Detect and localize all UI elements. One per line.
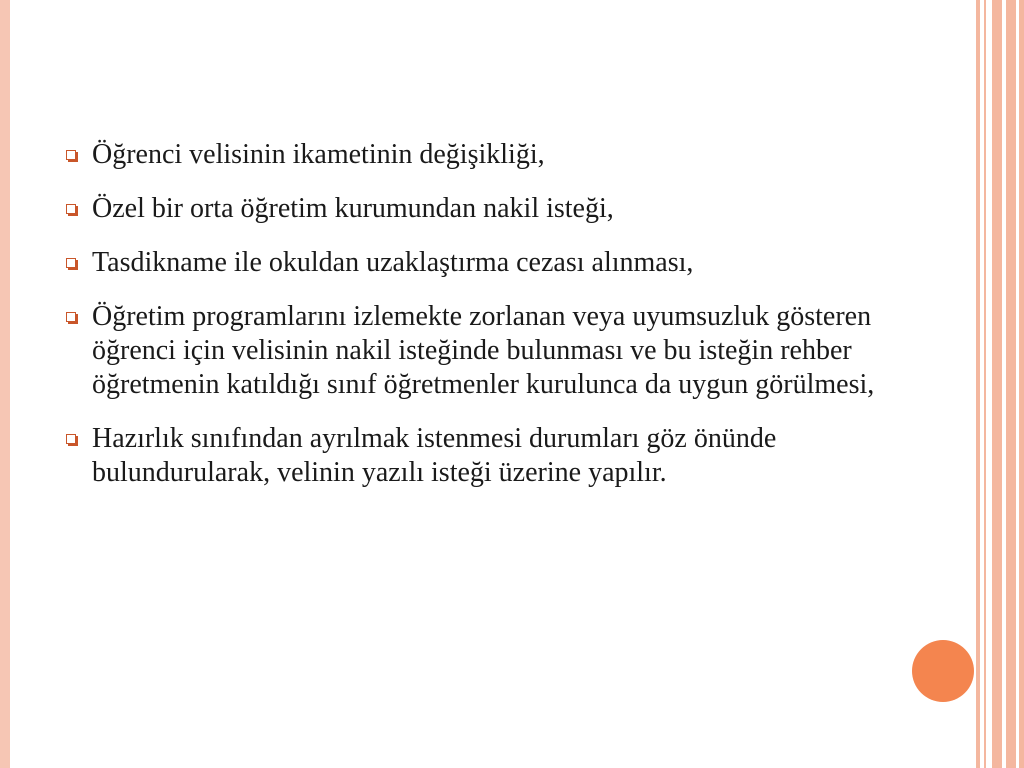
- square-bullet-icon: [66, 258, 76, 268]
- decorative-circle: [912, 640, 974, 702]
- square-bullet-icon: [66, 434, 76, 444]
- bullet-list: [62, 138, 882, 510]
- list-item: [62, 138, 882, 172]
- square-bullet-icon: [66, 150, 76, 160]
- list-item: [62, 192, 882, 226]
- left-border-decoration: [0, 0, 10, 768]
- right-stripe: [984, 0, 986, 768]
- square-bullet-icon: [66, 312, 76, 322]
- list-item: [62, 246, 882, 280]
- list-item: [62, 422, 882, 490]
- list-item: [62, 300, 882, 402]
- list-item-text: Öğretim programlarını izlemekte zorlanan veya uyumsuzluk gösteren öğrenci için velisinin nakil isteğinde bulunması ve bu isteğin rehber öğretmenin katıldığı sınıf öğretmenler kurulunca da uygun görülmesi,: [92, 301, 875, 400]
- square-bullet-icon: [66, 204, 76, 214]
- right-stripe: [1019, 0, 1024, 768]
- list-item-text: Öğrenci velisinin ikametinin değişikliği,: [92, 139, 545, 170]
- list-item-text: Tasdikname ile okuldan uzaklaştırma cezası alınması,: [92, 247, 694, 278]
- right-stripe: [992, 0, 1002, 768]
- list-item-text: Hazırlık sınıfından ayrılmak istenmesi durumları göz önünde bulundurularak, velinin yazılı isteği üzerine yapılır.: [92, 423, 777, 488]
- right-stripe: [976, 0, 980, 768]
- right-stripe: [1006, 0, 1016, 768]
- list-item-text: Özel bir orta öğretim kurumundan nakil isteği,: [92, 193, 614, 224]
